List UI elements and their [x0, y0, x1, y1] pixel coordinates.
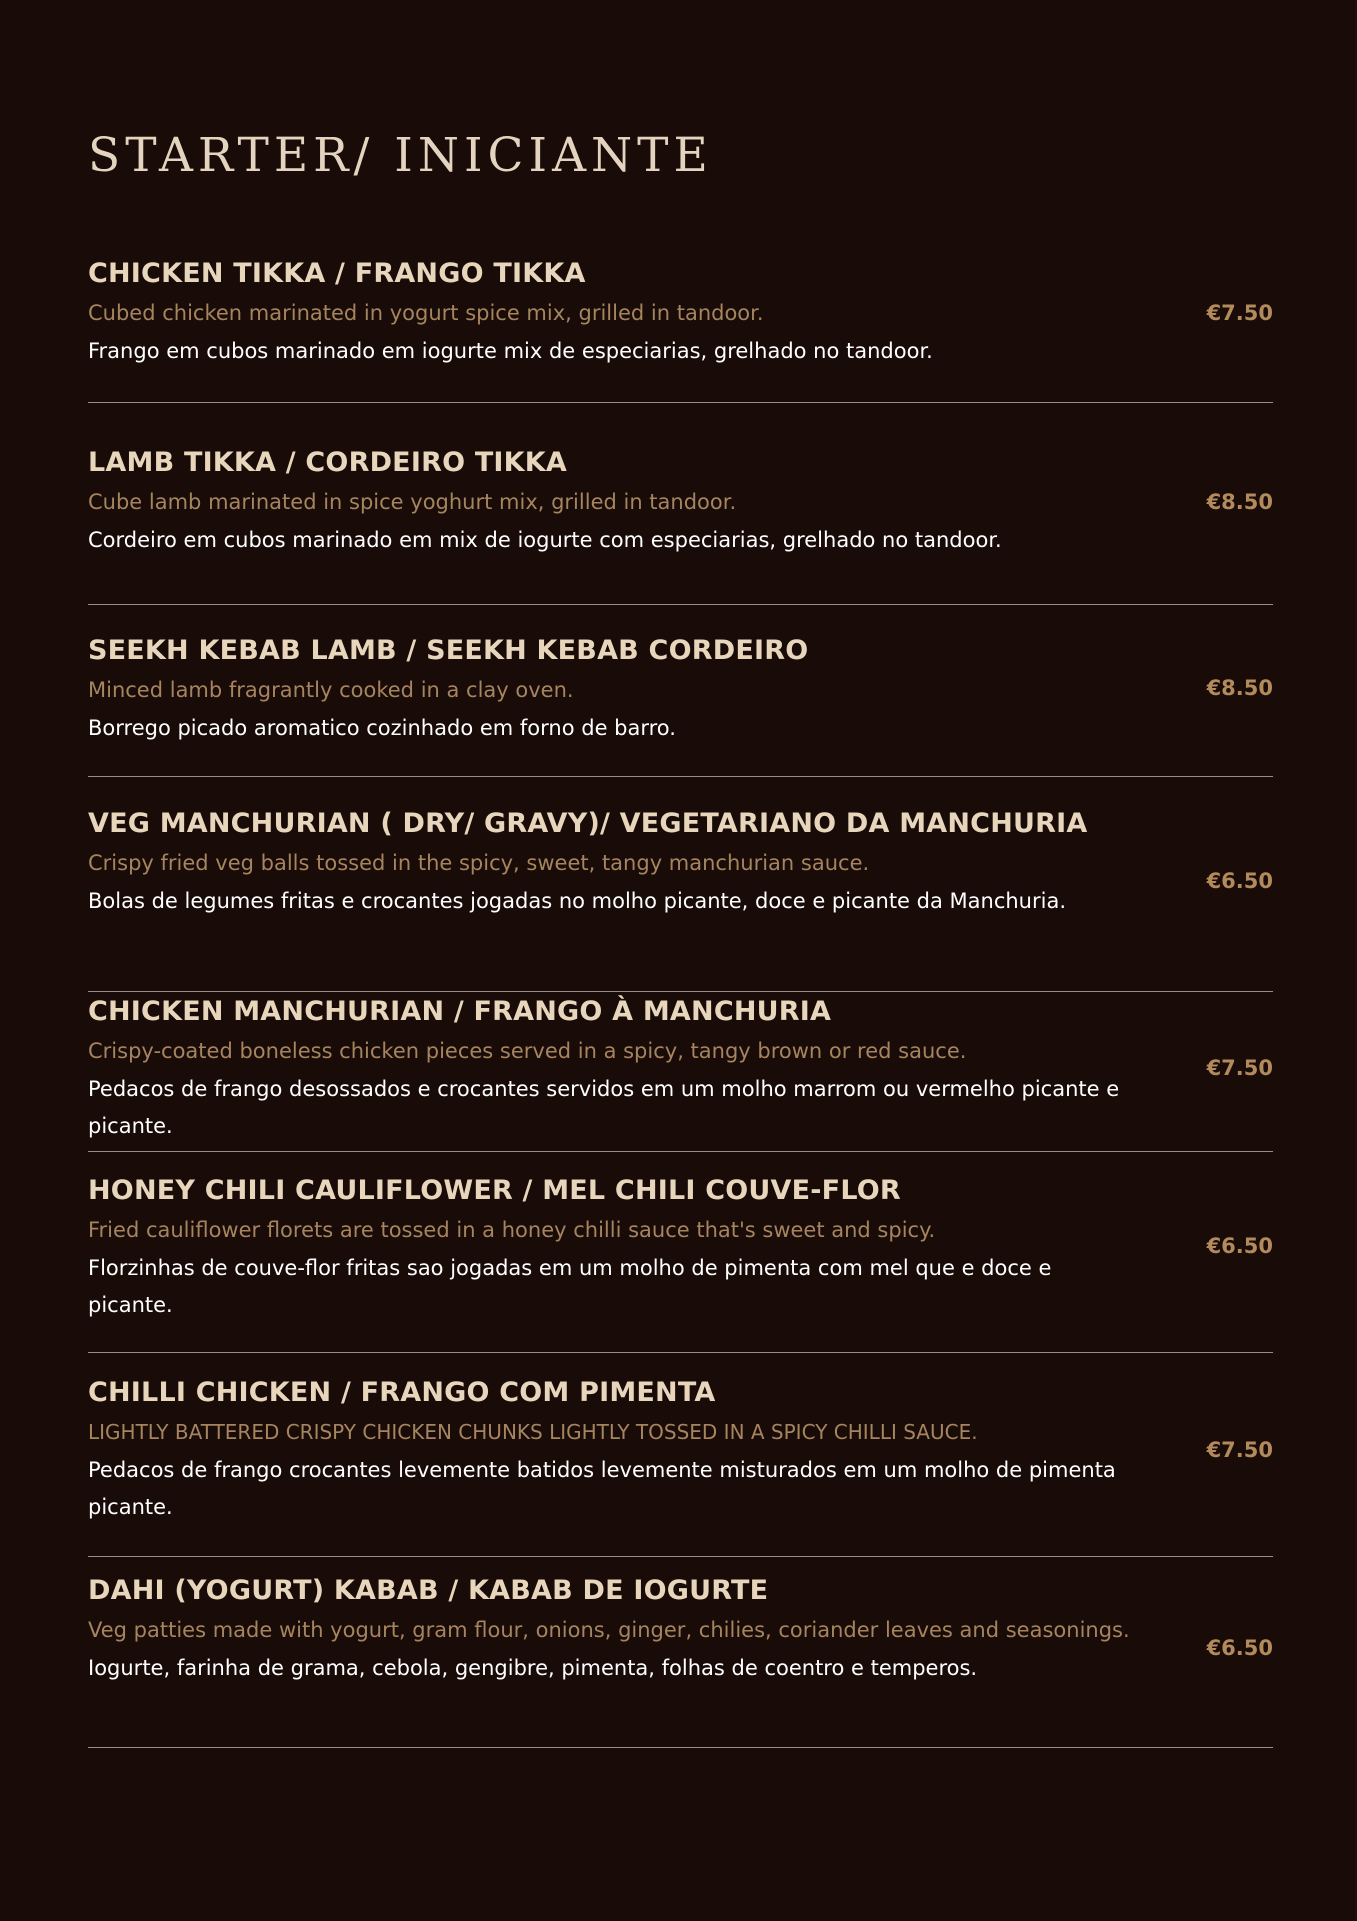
divider [88, 604, 1273, 605]
dish-name: VEG MANCHURIAN ( DRY/ GRAVY)/ VEGETARIANO DA MANCHURIA [88, 808, 1088, 839]
description-english: LIGHTLY BATTERED CRISPY CHICKEN CHUNKS LIGHTLY TOSSED IN A SPICY CHILLI SAUCE. [88, 1420, 978, 1444]
menu-item-seekh-kebab [88, 633, 1273, 747]
price: €6.50 [1206, 1234, 1273, 1258]
menu-item-lamb-tikka [88, 445, 1273, 559]
description-english: Fried cauliflower florets are tossed in a honey chilli sauce that's sweet and spicy. [88, 1218, 936, 1242]
price: €7.50 [1206, 1438, 1273, 1462]
dish-name: CHICKEN TIKKA / FRANGO TIKKA [88, 258, 586, 289]
description-english: Crispy-coated boneless chicken pieces served in a spicy, tangy brown or red sauce. [88, 1039, 967, 1063]
description-portuguese: Florzinhas de couve-flor fritas sao jogadas em um molho de pimenta com mel que e doce e picante. [88, 1255, 1052, 1317]
description-portuguese: Pedacos de frango crocantes levemente batidos levemente misturados em um molho de pimenta picante. [88, 1457, 1116, 1519]
menu-item-text [88, 994, 1138, 1146]
divider [88, 1352, 1273, 1353]
menu-item-text [88, 445, 1138, 559]
divider [88, 1151, 1273, 1152]
menu-item-text [88, 1173, 1138, 1325]
divider [88, 991, 1273, 992]
menu-item-text [88, 1375, 1138, 1527]
description-portuguese: Cordeiro em cubos marinado em mix de iogurte com especiarias, grelhado no tandoor. [88, 527, 1002, 552]
menu-item-dahi-kabab [88, 1573, 1273, 1687]
description-portuguese: Bolas de legumes fritas e crocantes jogadas no molho picante, doce e picante da Manchuria. [88, 888, 1066, 913]
description-english: Veg patties made with yogurt, gram flour, onions, ginger, chilies, coriander leaves and seasonings. [88, 1618, 1130, 1642]
menu-item-honey-chili-cauliflower [88, 1173, 1273, 1325]
description-english: Crispy fried veg balls tossed in the spicy, sweet, tangy manchurian sauce. [88, 851, 870, 875]
dish-name: CHILLI CHICKEN / FRANGO COM PIMENTA [88, 1377, 716, 1408]
description-portuguese: Frango em cubos marinado em iogurte mix de especiarias, grelhado no tandoor. [88, 338, 933, 363]
menu-item-chicken-manchurian [88, 994, 1273, 1146]
description-english: Minced lamb fragrantly cooked in a clay oven. [88, 678, 574, 702]
divider [88, 1556, 1273, 1557]
menu-item-veg-manchurian [88, 806, 1273, 920]
menu-item-text [88, 806, 1138, 920]
description-english: Cube lamb marinated in spice yoghurt mix, grilled in tandoor. [88, 490, 737, 514]
menu-item-text [88, 633, 1138, 747]
dish-name: CHICKEN MANCHURIAN / FRANGO À MANCHURIA [88, 996, 832, 1027]
description-english: Cubed chicken marinated in yogurt spice mix, grilled in tandoor. [88, 301, 764, 325]
description-portuguese: Borrego picado aromatico cozinhado em forno de barro. [88, 715, 676, 740]
price: €6.50 [1206, 869, 1273, 893]
dish-name: DAHI (YOGURT) KABAB / KABAB DE IOGURTE [88, 1575, 769, 1606]
menu-item-chilli-chicken [88, 1375, 1273, 1527]
menu-item-text [88, 1573, 1138, 1687]
dish-name: SEEKH KEBAB LAMB / SEEKH KEBAB CORDEIRO [88, 635, 809, 666]
description-portuguese: Pedacos de frango desossados e crocantes servidos em um molho marrom ou vermelho picante e picante. [88, 1076, 1120, 1138]
price: €7.50 [1206, 301, 1273, 325]
description-portuguese: Iogurte, farinha de grama, cebola, gengibre, pimenta, folhas de coentro e temperos. [88, 1655, 978, 1680]
price: €8.50 [1206, 676, 1273, 700]
dish-name: HONEY CHILI CAULIFLOWER / MEL CHILI COUVE-FLOR [88, 1175, 901, 1206]
divider [88, 402, 1273, 403]
menu-item-text [88, 256, 1138, 370]
price: €6.50 [1206, 1636, 1273, 1660]
page-title: STARTER/ INICIANTE [88, 128, 713, 183]
divider [88, 1747, 1273, 1748]
price: €8.50 [1206, 490, 1273, 514]
dish-name: LAMB TIKKA / CORDEIRO TIKKA [88, 447, 568, 478]
price: €7.50 [1206, 1056, 1273, 1080]
divider [88, 776, 1273, 777]
menu-item-chicken-tikka [88, 256, 1273, 370]
